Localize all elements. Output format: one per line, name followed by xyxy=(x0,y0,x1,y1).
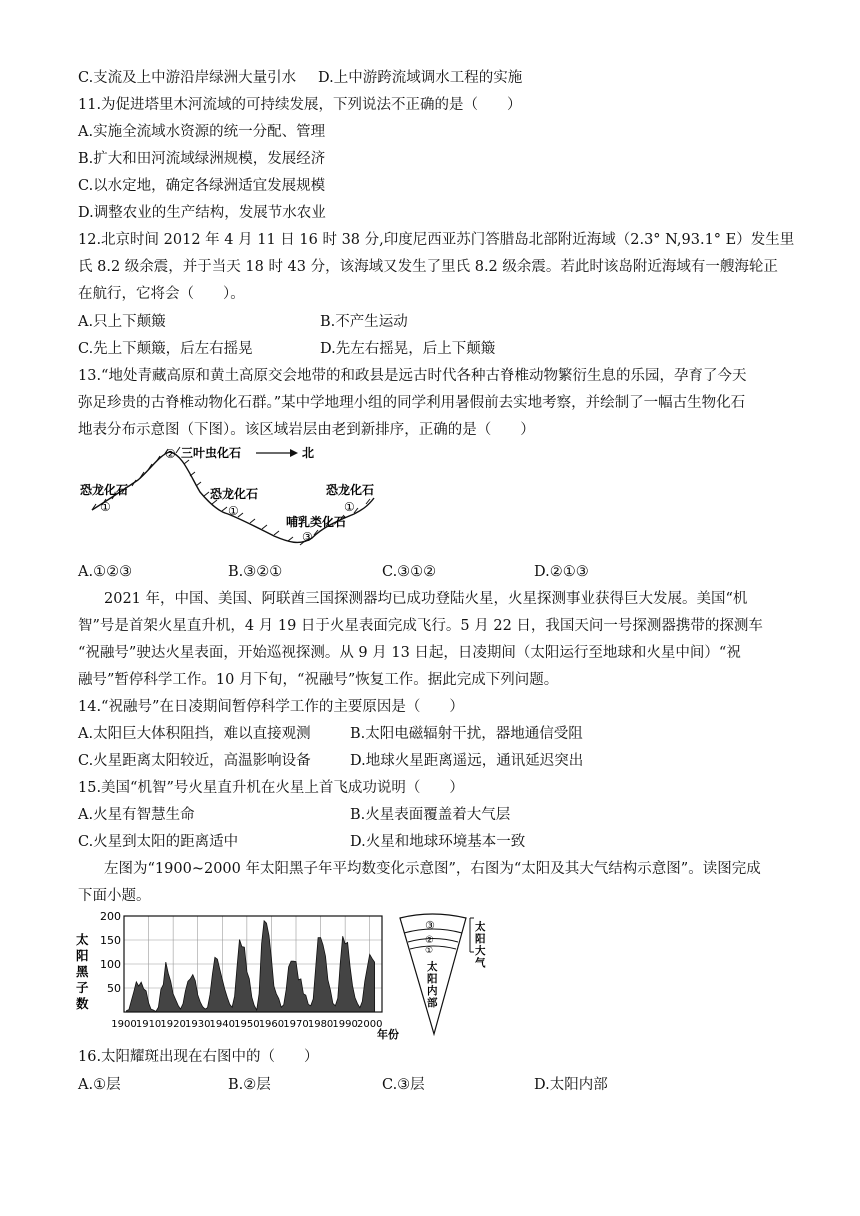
q12-option-d: D.先左右摇晃，后上下颠簸 xyxy=(320,341,496,357)
layer-3-label: ③ xyxy=(425,919,435,932)
q15-option-d: D.火星和地球环境基本一致 xyxy=(350,834,526,850)
chart-y-label: 太阳黑子数 xyxy=(76,932,89,1011)
north-arrow-head xyxy=(290,449,298,457)
q15-option-b: B.火星表面覆盖着大气层 xyxy=(350,807,511,823)
q16-stem: 16.太阳耀斑出现在右图中的（ ） xyxy=(78,1049,319,1065)
sun-structure-diagram xyxy=(398,908,502,1042)
q11-option-a: A.实施全流域水资源的统一分配、管理 xyxy=(78,124,326,140)
q11-option-d: D.调整农业的生产结构，发展节水农业 xyxy=(78,205,326,221)
x-tick-label: 1900 xyxy=(111,1019,137,1030)
mammal-label: 哺乳类化石 xyxy=(286,515,347,529)
north-label: 北 xyxy=(302,446,315,460)
q14-option-c: C.火星距离太阳较近，高温影响设备 xyxy=(78,753,311,769)
q16-option-a: A.①层 xyxy=(78,1077,121,1093)
dinosaur-label-right: 恐龙化石 xyxy=(326,483,375,497)
q10-option-c: C.支流及上中游沿岸绿洲大量引水 xyxy=(78,70,297,86)
q11-stem: 11.为促进塔里木河流域的可持续发展，下列说法不正确的是（ ） xyxy=(78,97,522,113)
dinosaur-label-mid: 恐龙化石 xyxy=(210,487,259,501)
q13-option-d: D.②①③ xyxy=(534,564,589,580)
q10-option-d: D.上中游跨流域调水工程的实施 xyxy=(318,70,523,86)
sunspot-area xyxy=(126,921,374,1012)
fossil-mark-2: ② xyxy=(165,447,176,461)
q14-option-d: D.地球火星距离遥远，通讯延迟突出 xyxy=(350,753,584,769)
sun-passage-line-2: 下面小题。 xyxy=(78,888,151,904)
x-tick-label: 1950 xyxy=(234,1019,260,1030)
x-tick-label: 1990 xyxy=(332,1019,358,1030)
y-tick-label: 200 xyxy=(100,910,121,923)
q13-stem-line-3: 地表分布示意图（下图）。该区域岩层由老到新排序，正确的是（ ） xyxy=(78,422,535,438)
q16-option-c: C.③层 xyxy=(382,1077,425,1093)
q14-option-a: A.太阳巨大体积阻挡，难以直接观测 xyxy=(78,726,311,742)
layer-1-label: ① xyxy=(425,946,434,956)
q15-option-a: A.火星有智慧生命 xyxy=(78,807,195,823)
y-tick-label: 50 xyxy=(107,982,121,995)
chart-x-label: 年份 xyxy=(377,1028,399,1041)
x-tick-label: 1940 xyxy=(209,1019,236,1030)
chart-x-ticks xyxy=(111,1019,382,1030)
q11-option-c: C.以水定地，确定各绿洲适宜发展规模 xyxy=(78,178,326,194)
x-tick-label: 1930 xyxy=(184,1019,211,1030)
q13-stem-line-2: 弥足珍贵的古脊椎动物化石群。”某中学地理小组的同学利用暑假前去实地考察，并绘制了一幅古生物化石 xyxy=(78,395,746,411)
mars-passage-line-1: 2021 年，中国、美国、阿联酋三国探测器均已成功登陆火星，火星探测事业获得巨大发展。美国“机 xyxy=(104,591,748,607)
fossil-mark-1-left: ① xyxy=(100,500,111,514)
q16-option-d: D.太阳内部 xyxy=(534,1077,608,1093)
q11-option-b: B.扩大和田河流域绿洲规模，发展经济 xyxy=(78,151,326,167)
fossil-mark-3: ③ xyxy=(302,530,313,544)
y-tick-label: 150 xyxy=(100,934,121,947)
q15-stem: 15.美国“机智”号火星直升机在火星上首飞成功说明（ ） xyxy=(78,780,464,796)
q12-stem-line-2: 氏 8.2 级余震，并于当天 18 时 43 分，该海域又发生了里氏 8.2 级余震。若此时该岛附近海域有一艘海轮正 xyxy=(78,259,778,275)
x-tick-label: 1970 xyxy=(283,1019,309,1030)
mars-passage-line-2: 智”号是首架火星直升机，4 月 19 日于火星表面完成飞行。5 月 22 日，我国天问一号探测器携带的探测车 xyxy=(78,618,763,634)
mars-passage-line-4: 融号”暂停科学工作。10 月下旬，“祝融号”恢复工作。据此完成下列问题。 xyxy=(78,672,559,688)
q12-option-c: C.先上下颠簸，后左右摇晃 xyxy=(78,341,253,357)
x-tick-label: 1980 xyxy=(307,1019,334,1030)
layer-2-label: ② xyxy=(425,935,434,946)
trilobite-label: 三叶虫化石 xyxy=(181,446,242,460)
x-tick-label: 1910 xyxy=(135,1019,162,1030)
sun-atmosphere-label: 太阳大气 xyxy=(475,921,486,969)
q16-option-b: B.②层 xyxy=(228,1077,271,1093)
x-tick-label: 2000 xyxy=(356,1019,383,1030)
y-tick-label: 100 xyxy=(100,958,121,971)
sun-interior-label: 太阳内部 xyxy=(427,961,438,1009)
q12-stem-line-3: 在航行，它将会（ ）。 xyxy=(78,286,245,302)
fossil-distribution-figure xyxy=(78,440,388,555)
x-tick-label: 1960 xyxy=(258,1019,285,1030)
q13-option-b: B.③②① xyxy=(228,564,283,580)
chart-y-ticks xyxy=(100,910,121,995)
q13-option-c: C.③①② xyxy=(382,564,437,580)
q13-stem-line-1: 13.“地处青藏高原和黄土高原交会地带的和政县是远古时代各种古脊椎动物繁衍生息的乐园，孕育了今天 xyxy=(78,368,747,384)
dinosaur-label-left: 恐龙化石 xyxy=(80,483,129,497)
q14-option-b: B.太阳电磁辐射干扰，器地通信受阻 xyxy=(350,726,583,742)
q12-stem-line-1: 12.北京时间 2012 年 4 月 11 日 16 时 38 分,印度尼西亚苏门答腊岛北部附近海域（2.3° N,93.1° E）发生里 xyxy=(78,232,795,248)
fossil-mark-1-mid: ① xyxy=(228,504,239,518)
q14-stem: 14.“祝融号”在日凌期间暂停科学工作的主要原因是（ ） xyxy=(78,699,464,715)
fossil-mark-1-right: ① xyxy=(344,500,355,514)
q12-option-a: A.只上下颠簸 xyxy=(78,314,166,330)
q15-option-c: C.火星到太阳的距离适中 xyxy=(78,834,239,850)
q13-option-a: A.①②③ xyxy=(78,564,133,580)
sun-passage-line-1: 左图为“1900~2000 年太阳黑子年平均数变化示意图”，右图为“太阳及其大气结构示意图”。读图完成 xyxy=(104,861,761,877)
sunspot-chart xyxy=(74,910,404,1042)
q12-option-b: B.不产生运动 xyxy=(320,314,408,330)
mars-passage-line-3: “祝融号”驶达火星表面，开始巡视探测。从 9 月 13 日起，日凌期间（太阳运行至地球和火星中间）“祝 xyxy=(78,645,741,661)
x-tick-label: 1920 xyxy=(160,1019,186,1030)
